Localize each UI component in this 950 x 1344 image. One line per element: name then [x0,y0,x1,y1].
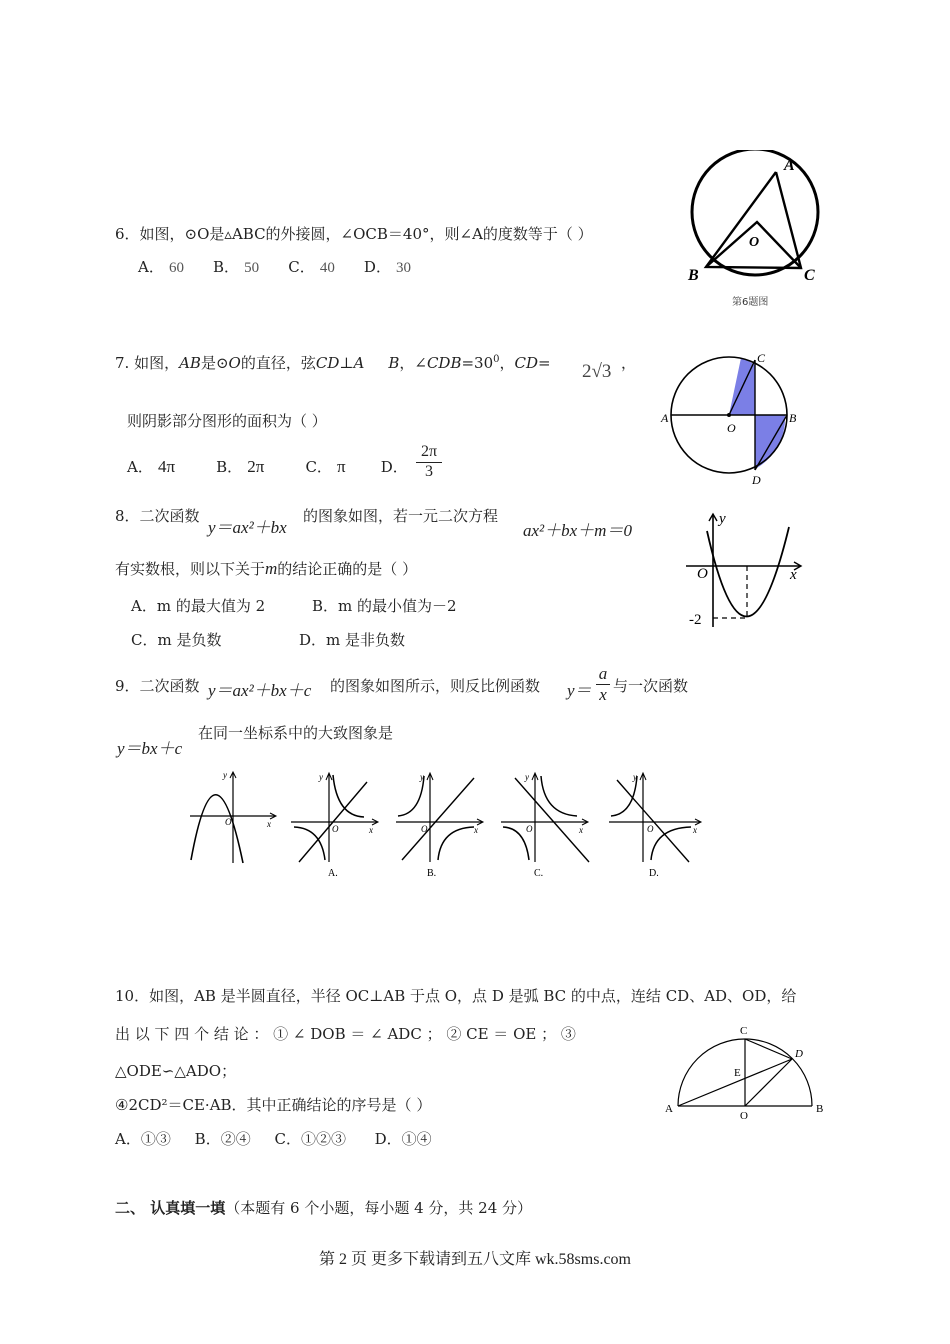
q7-center-dot [727,413,731,417]
q10-line1: 10．如图，AB 是半圆直径，半径 OC⊥AB 于点 O，点 D 是弧 BC 的中点，连结 CD、AD、OD，给 [115,987,797,1005]
q9-a-label-x: x [369,825,373,835]
q10-line2: 出 以 下 四 个 结 论 ： ① ∠ DOB ＝ ∠ ADC ； ② CE ＝ OE ； ③ [115,1025,576,1043]
q9-c-hyperbola-q1 [541,776,577,816]
q7-label-d: D [752,473,761,487]
q8-label-y: y [719,511,726,527]
q9-frac-lhs: y＝ [567,681,592,700]
q9-b-hyperbola-q4 [438,827,474,860]
q8-option-d: D．m 是非负数 [299,631,406,649]
q7-option-b-value: 2π [247,457,265,476]
q6-figure [680,150,830,315]
q6-stem: 6．如图，⊙O是▵ABC的外接圆，∠OCB＝40°，则∠A的度数等于（ ） [115,225,593,243]
q6-label-b: B [688,267,699,284]
q9-d-hyperbola-q4 [651,827,691,860]
q6-option-c-value: 40 [319,260,335,276]
q8-parabola [707,527,789,617]
q7-perp: ⊥ [339,354,354,372]
q7-option-d-fraction [416,443,442,481]
q6-caption: 第6题图 [732,297,769,308]
q7-figure [655,345,805,490]
q10-line4: ④2CD²＝CE·AB．其中正确结论的序号是（ ） [115,1096,432,1114]
q9-b-label-y: y [420,772,424,782]
q6-options [138,256,411,277]
q7-o: O [228,354,241,372]
q8-label-o: O [697,566,708,582]
q9-graph-c [499,770,594,882]
q9-p-curve [191,795,243,863]
q7-label-o: O [727,421,736,435]
q7-degree: 0 [493,354,500,365]
q7-label-a: A [661,411,669,425]
q7-part1: 7. 如图， [115,354,180,372]
q6-label-a: A [784,157,795,174]
q10-options: A．①③ B．②④ C．①②③ D．①④ [115,1130,432,1148]
q8-option-b: B．m 的最小值为－2 [312,597,457,615]
q9-graph-parabola [185,768,280,868]
q7-tail: ， [621,354,637,372]
q9-a-hyperbola-q1 [333,775,364,817]
q9-d-label-o: O [647,824,654,834]
q10-label-c: C [740,1025,748,1037]
q9-caption-c: C. [534,868,544,879]
q10-label-d: D [795,1048,803,1060]
q7-b: B [388,354,400,372]
q9-p-label-y: y [223,770,227,780]
q6-option-a-value: 60 [168,260,184,276]
q6-option-c-label: C． [288,258,315,276]
q7-option-d-denominator: 3 [425,463,433,480]
section2-heading [115,1197,532,1218]
q9-graph-d [607,770,707,882]
q7-option-a-label: A． [127,458,153,476]
q7-question: 则阴影部分图形的面积为（ ） [127,412,327,430]
q6-option-b-value: 50 [244,260,260,276]
q7-part2: 是⊙ [200,354,229,372]
section2-note: （本题有 6 个小题，每小题 4 分，共 24 分） [225,1199,533,1217]
q9-caption-a: A. [328,868,338,879]
q8-line2 [115,558,417,579]
q9-b-hyperbola-q2 [398,776,424,816]
q8-figure [680,505,810,640]
q9-graph-b [394,770,489,882]
q10-figure [660,1018,835,1126]
q10-segment-cd [745,1039,792,1059]
q7-option-c-label: C． [305,458,332,476]
q9-part1: 9．二次函数 [115,677,200,695]
q9-c-line [515,778,589,862]
q8-part1: 8．二次函数 [115,507,200,525]
q6-option-d-label: D． [363,258,391,276]
q9-d-label-x: x [693,825,697,835]
q10-label-b: B [816,1103,824,1115]
q7-option-a-value: 4π [157,457,176,476]
q7-options [127,456,408,477]
q9-frac-num: a [596,664,610,685]
q9-a-label-o: O [332,824,339,834]
q9-part2: 的图象如图所示，则反比例函数 [330,677,541,695]
q7-cd2: CD [514,354,539,372]
q7-label-b: B [789,411,797,425]
q10-label-o: O [740,1110,748,1122]
q7-option-b-label: B． [216,458,243,476]
q8-m: m [265,559,278,578]
q9-b-label-x: x [474,825,478,835]
q8-function: y＝ax²＋bx [208,518,287,537]
q8-equation: ax²＋bx＋m＝0 [523,521,632,540]
q8-part2: 的图象如图，若一元二次方程 [303,507,499,525]
q7-option-d-numerator: 2π [416,443,442,463]
q7-comma: ， [499,354,515,372]
q8-option-a: A．m 的最大值为 2 [131,597,266,615]
q6-option-d-value: 30 [396,260,412,276]
q9-line2-text: 在同一坐标系中的大致图象是 [198,724,394,742]
q9-a-hyperbola-q3 [294,827,325,860]
q10-label-a: A [665,1103,673,1115]
q9-c-label-y: y [525,772,529,782]
q7-eq30: =30 [461,354,494,372]
q7-a: A [353,354,365,372]
q7-part3: 的直径，弦 [240,354,316,372]
q6-option-b-label: B． [213,258,240,276]
q7-ab: AB [179,354,201,372]
q9-caption-b: B. [427,868,437,879]
q7-option-d-label: D． [380,458,408,476]
q9-c-label-o: O [526,824,533,834]
q9-graph-a [289,770,384,882]
q7-cd-value: 2√3 [582,361,612,382]
q9-p-label-o: O [225,817,232,827]
page-footer: 第 2 页 更多下载请到五八文库 wk.58sms.com [318,1251,631,1268]
q9-part3: 与一次函数 [613,677,689,695]
q6-label-c: C [804,267,815,284]
q6-option-a-label: A． [138,258,164,276]
q8-line2-start: 有实数根，则以下关于 [115,560,266,578]
q8-option-c: C．m 是负数 [131,631,222,649]
q9-frac [596,664,610,705]
q9-p-label-x: x [267,819,271,829]
q7-label-c: C [757,351,766,365]
q9-b-label-o: O [421,824,428,834]
q7-angle: ，∠ [399,354,427,372]
q7-option-c-value: π [337,457,346,476]
q9-d-hyperbola-q2 [611,776,637,816]
q10-line3: △ODE∽△ADO； [115,1062,237,1080]
q9-line2-function: y＝bx＋c [117,739,183,758]
q9-c-label-x: x [579,825,583,835]
q9-b-line [402,778,474,860]
q9-frac-den: x [599,685,607,704]
q8-line2-end: 的结论正确的是（ ） [277,560,418,578]
q7-stem [115,352,551,373]
q8-label-minus2: -2 [689,612,702,628]
q10-segment-od [745,1059,792,1106]
q9-caption-d: D. [649,868,659,879]
q9-function: y＝ax²＋bx＋c [208,681,312,700]
q7-cdb: CDB [426,354,462,372]
q7-eq: = [538,354,551,372]
q8-label-x: x [790,567,797,583]
q9-a-label-y: y [319,772,323,782]
section2-title: 二、 认真填一填 [115,1199,226,1217]
q10-label-e: E [734,1067,741,1079]
q6-label-o: O [749,235,760,250]
q7-cd: CD [315,354,340,372]
q9-d-label-y: y [633,772,637,782]
